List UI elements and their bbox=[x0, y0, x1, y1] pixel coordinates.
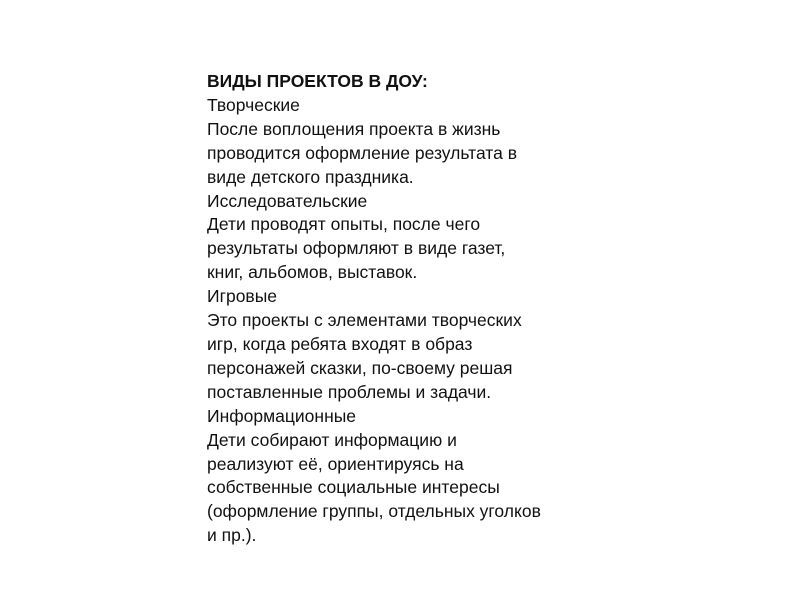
text-block bbox=[207, 70, 627, 548]
section-text-line: поставленные проблемы и задачи. bbox=[207, 381, 492, 402]
section-text-line: После воплощения проекта в жизнь bbox=[207, 118, 501, 139]
section-text-line: (оформление группы, отдельных уголков bbox=[207, 501, 541, 522]
section-text-line: Дети собирают информацию и bbox=[207, 429, 457, 450]
section-text-line: и пр.). bbox=[207, 525, 257, 546]
slide-title: ВИДЫ ПРОЕКТОВ В ДОУ: bbox=[207, 71, 428, 91]
section-text-line: проводится оформление результата в bbox=[207, 142, 518, 163]
section-text-line: результаты оформляют в виде газет, bbox=[207, 238, 506, 259]
section-text-line: виде детского праздника. bbox=[207, 166, 414, 187]
section-text-line: книг, альбомов, выставок. bbox=[207, 262, 418, 283]
section-text-line: Дети проводят опыты, после чего bbox=[207, 214, 481, 235]
section-text-line: игр, когда ребята входят в образ bbox=[207, 333, 473, 354]
section-heading-creative: Творческие bbox=[207, 94, 300, 115]
section-heading-game: Игровые bbox=[207, 286, 278, 307]
section-text-line: реализуют её, ориентируясь на bbox=[207, 453, 464, 474]
section-heading-research: Исследовательские bbox=[207, 190, 368, 211]
section-heading-informational: Информационные bbox=[207, 405, 357, 426]
section-text-line: персонажей сказки, по-своему решая bbox=[207, 357, 513, 378]
section-text-line: собственные социальные интересы bbox=[207, 477, 500, 498]
section-text-line: Это проекты с элементами творческих bbox=[207, 310, 522, 331]
